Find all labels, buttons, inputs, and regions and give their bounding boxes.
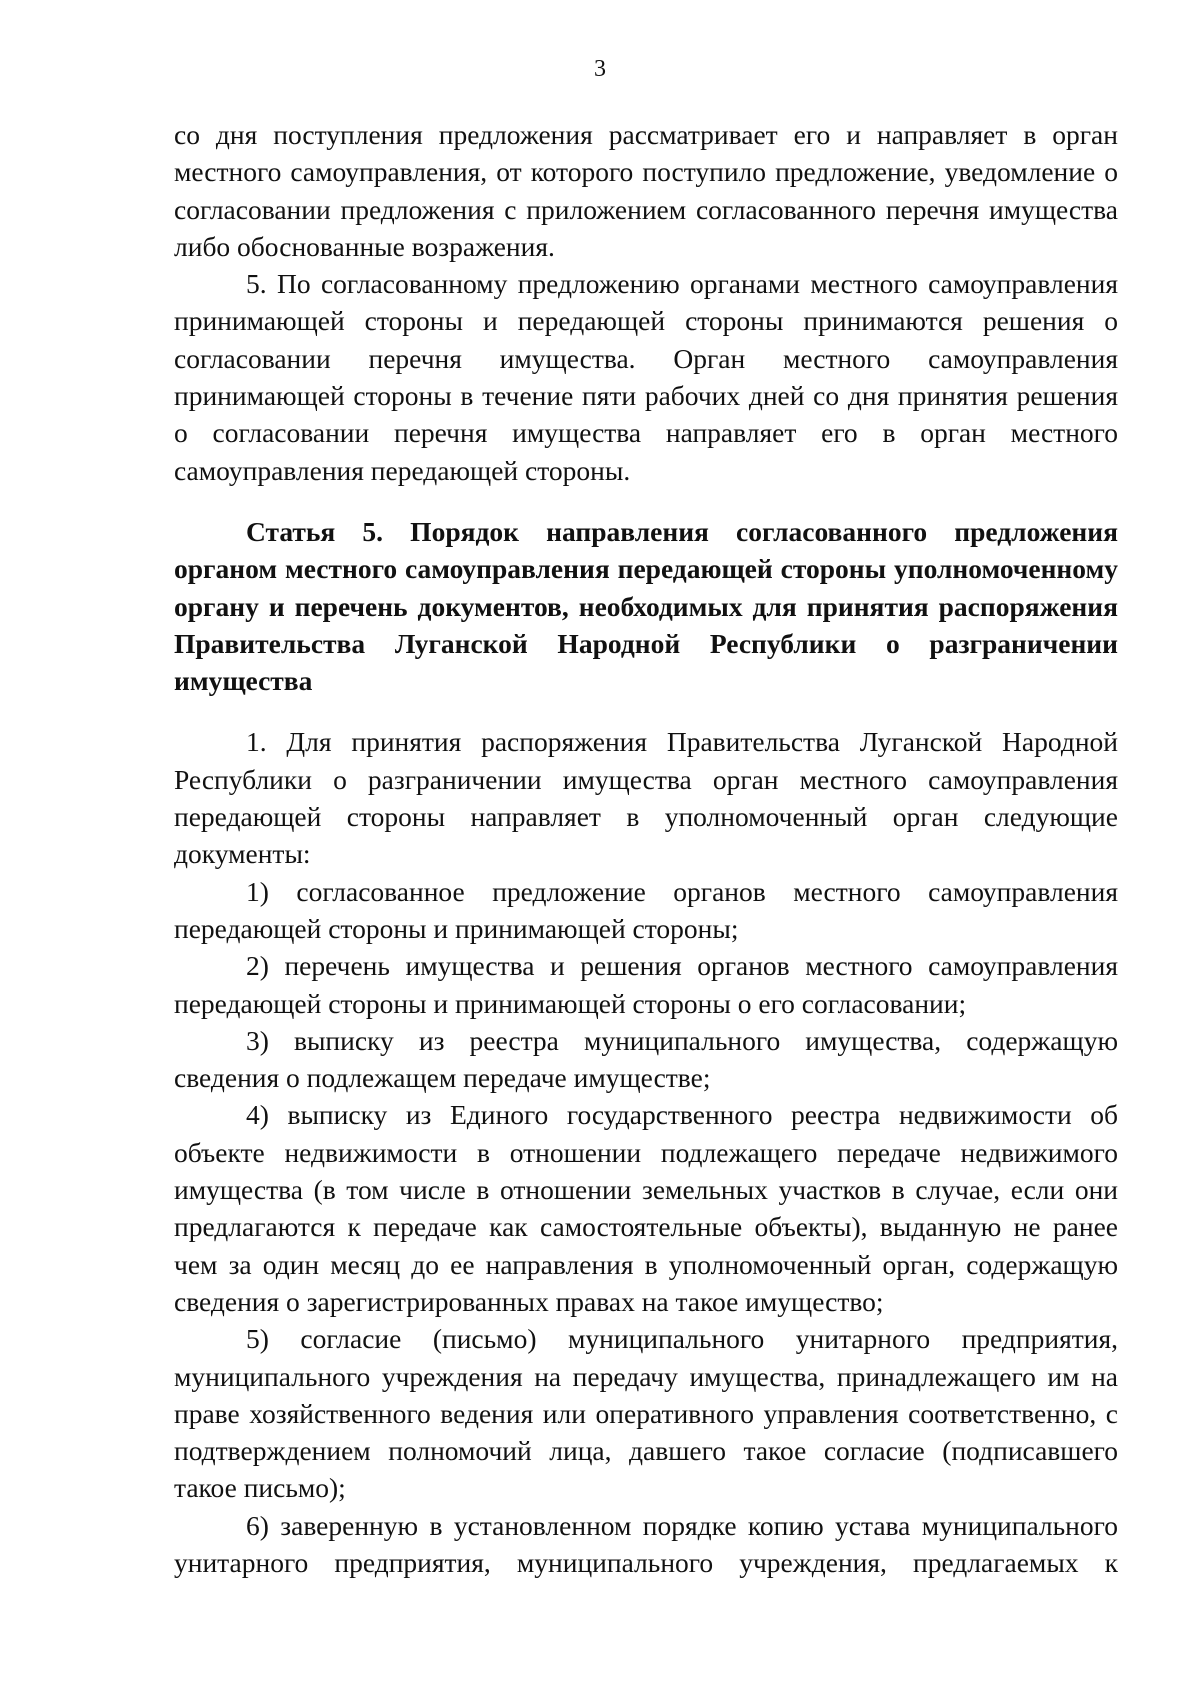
list-item-6: 6) заверенную в установленном порядке копию устава муниципального унитарного предприятия, муниципального учреждения, предлагаемых к	[174, 1509, 1118, 1578]
document-body	[174, 116, 1118, 1581]
list-item-3: 3) выписку из реестра муниципального имущества, содержащую сведения о подлежащем передаче имуществе;	[174, 1024, 1118, 1094]
paragraph-continuation: со дня поступления предложения рассматривает его и направляет в орган местного самоуправления, от которого поступило предложение, уведомление о согласовании предложения с приложением согласованного перечня имущества либо обоснованные возражения.	[174, 119, 1118, 262]
page-number: 3	[594, 56, 606, 82]
list-item-2: 2) перечень имущества и решения органов местного самоуправления передающей стороны и принимающей стороны о его согласовании;	[174, 950, 1118, 1019]
list-item-1: 1) согласованное предложение органов местного самоуправления передающей стороны и принимающей стороны;	[174, 875, 1118, 944]
list-item-4: 4) выписку из Единого государственного реестра недвижимости об объекте недвижимости в отношении подлежащего передаче недвижимого имущества (в том числе в отношении земельных участков в случае, если они предлагаются к передаче как самостоятельные объекты), выданную не ранее чем за один месяц до ее направления в уполномоченный орган, содержащую сведения о зарегистрированных правах на такое имущество;	[174, 1099, 1118, 1317]
paragraph-item-1: 1. Для принятия распоряжения Правительства Луганской Народной Республики о разграничении имущества орган местного самоуправления передающей стороны направляет в уполномоченный орган следующие документы:	[174, 726, 1118, 870]
list-item-5: 5) согласие (письмо) муниципального унитарного предприятия, муниципального учреждения на передачу имущества, принадлежащего им на праве хозяйственного ведения или оперативного управления соответственно, с подтверждением полномочий лица, давшего такое согласие (подписавшего такое письмо);	[174, 1323, 1118, 1504]
paragraph-item-5: 5. По согласованному предложению органами местного самоуправления принимающей стороны и передающей стороны принимаются решения о согласовании перечня имущества. Орган местного самоуправления принимающей стороны в течение пяти рабочих дней со дня принятия решения о согласовании перечня имущества направляет его в орган местного самоуправления передающей стороны.	[174, 268, 1118, 486]
article-heading: Статья 5. Порядок направления согласованного предложения органом местного самоуправления передающей стороны уполномоченному органу и перечень документов, необходимых для принятия распоряжения Правительства Луганской Народной Республики о разграничении имущества	[174, 515, 1118, 697]
